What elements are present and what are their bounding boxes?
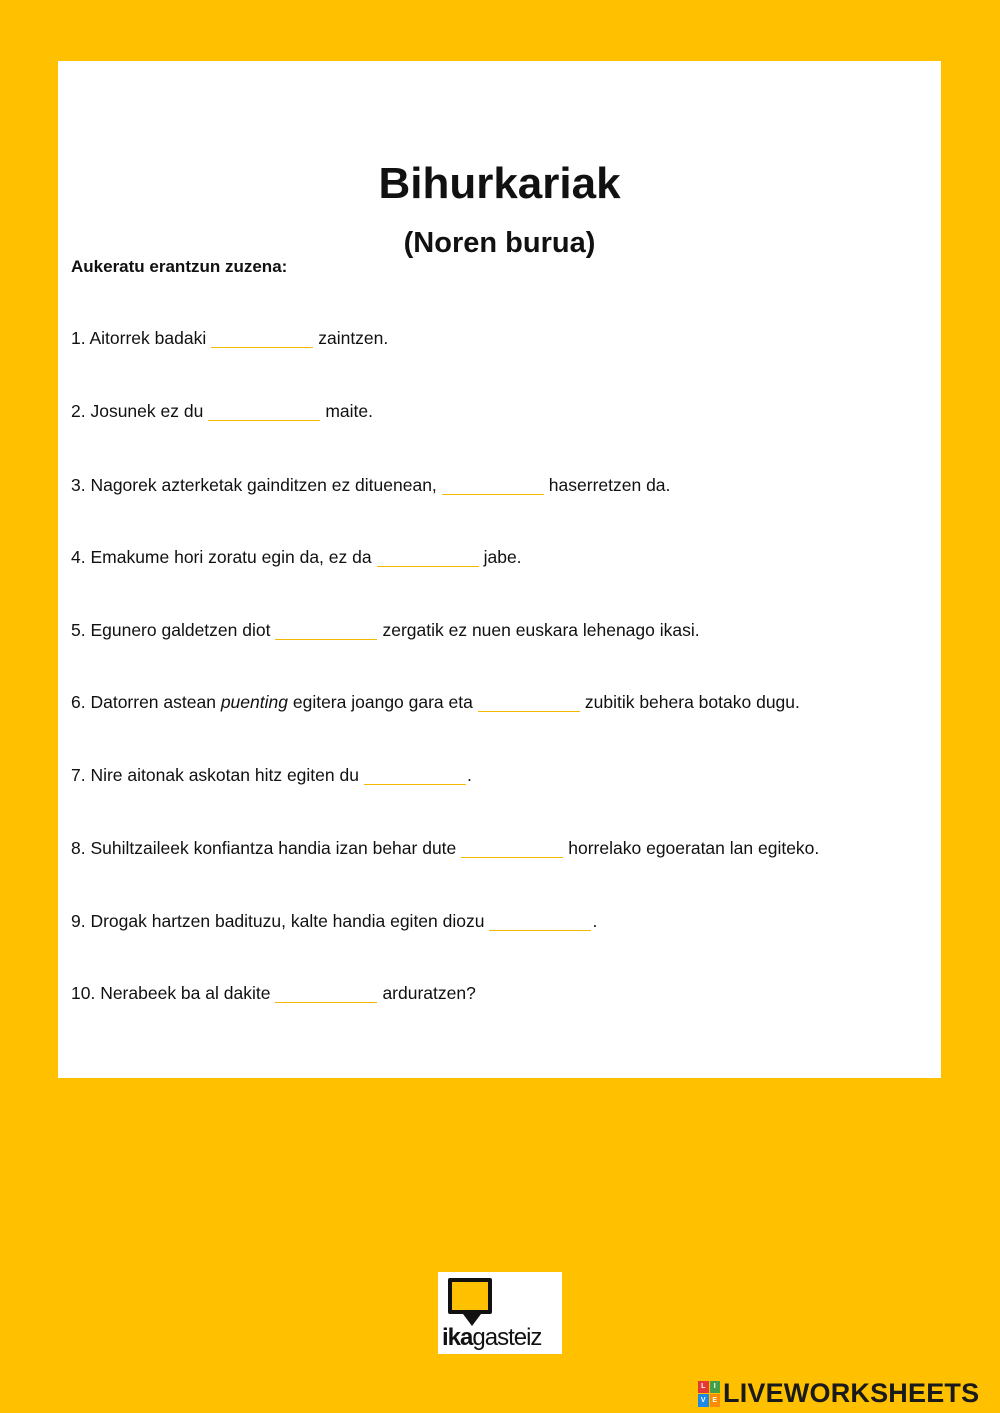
instruction-text: Aukeratu erantzun zuzena: xyxy=(71,257,288,276)
logo-wordmark: ikagasteiz xyxy=(442,1324,542,1351)
question-10: 10. Nerabeek ba al dakite arduratzen? xyxy=(71,983,476,1003)
question-7: 7. Nire aitonak askotan hitz egiten du . xyxy=(71,765,472,785)
answer-blank-5[interactable] xyxy=(275,621,377,640)
question-4: 4. Emakume hori zoratu egin da, ez da jabe. xyxy=(71,547,522,567)
answer-blank-7[interactable] xyxy=(364,766,466,785)
worksheet-subtitle: (Noren burua) xyxy=(403,227,596,259)
question-6: 6. Datorren astean puenting egitera joango gara eta zubitik behera botako dugu. xyxy=(71,692,800,712)
liveworksheets-text: LIVEWORKSHEETS xyxy=(723,1378,980,1408)
ikagasteiz-logo xyxy=(438,1272,562,1354)
answer-blank-8[interactable] xyxy=(461,839,563,858)
liveworksheets-logo-icon: L I V E xyxy=(698,1381,720,1407)
question-9: 9. Drogak hartzen badituzu, kalte handia egiten diozu . xyxy=(71,911,598,931)
liveworksheets-watermark xyxy=(698,1378,979,1409)
answer-blank-10[interactable] xyxy=(275,984,377,1003)
answer-blank-3[interactable] xyxy=(442,476,544,495)
question-2: 2. Josunek ez du maite. xyxy=(71,401,373,421)
question-1: 1. Aitorrek badaki zaintzen. xyxy=(71,328,389,348)
answer-blank-1[interactable] xyxy=(211,329,313,348)
speech-bubble-icon xyxy=(448,1278,492,1314)
answer-blank-9[interactable] xyxy=(489,912,591,931)
answer-blank-4[interactable] xyxy=(377,548,479,567)
question-3: 3. Nagorek azterketak gainditzen ez dituenean, haserretzen da. xyxy=(71,475,671,495)
answer-blank-6[interactable] xyxy=(478,693,580,712)
worksheet-title: Bihurkariak xyxy=(378,159,621,208)
question-8: 8. Suhiltzaileek konfiantza handia izan behar dute horrelako egoeratan lan egiteko. xyxy=(71,838,820,858)
question-5: 5. Egunero galdetzen diot zergatik ez nuen euskara lehenago ikasi. xyxy=(71,620,700,640)
answer-blank-2[interactable] xyxy=(208,402,320,421)
